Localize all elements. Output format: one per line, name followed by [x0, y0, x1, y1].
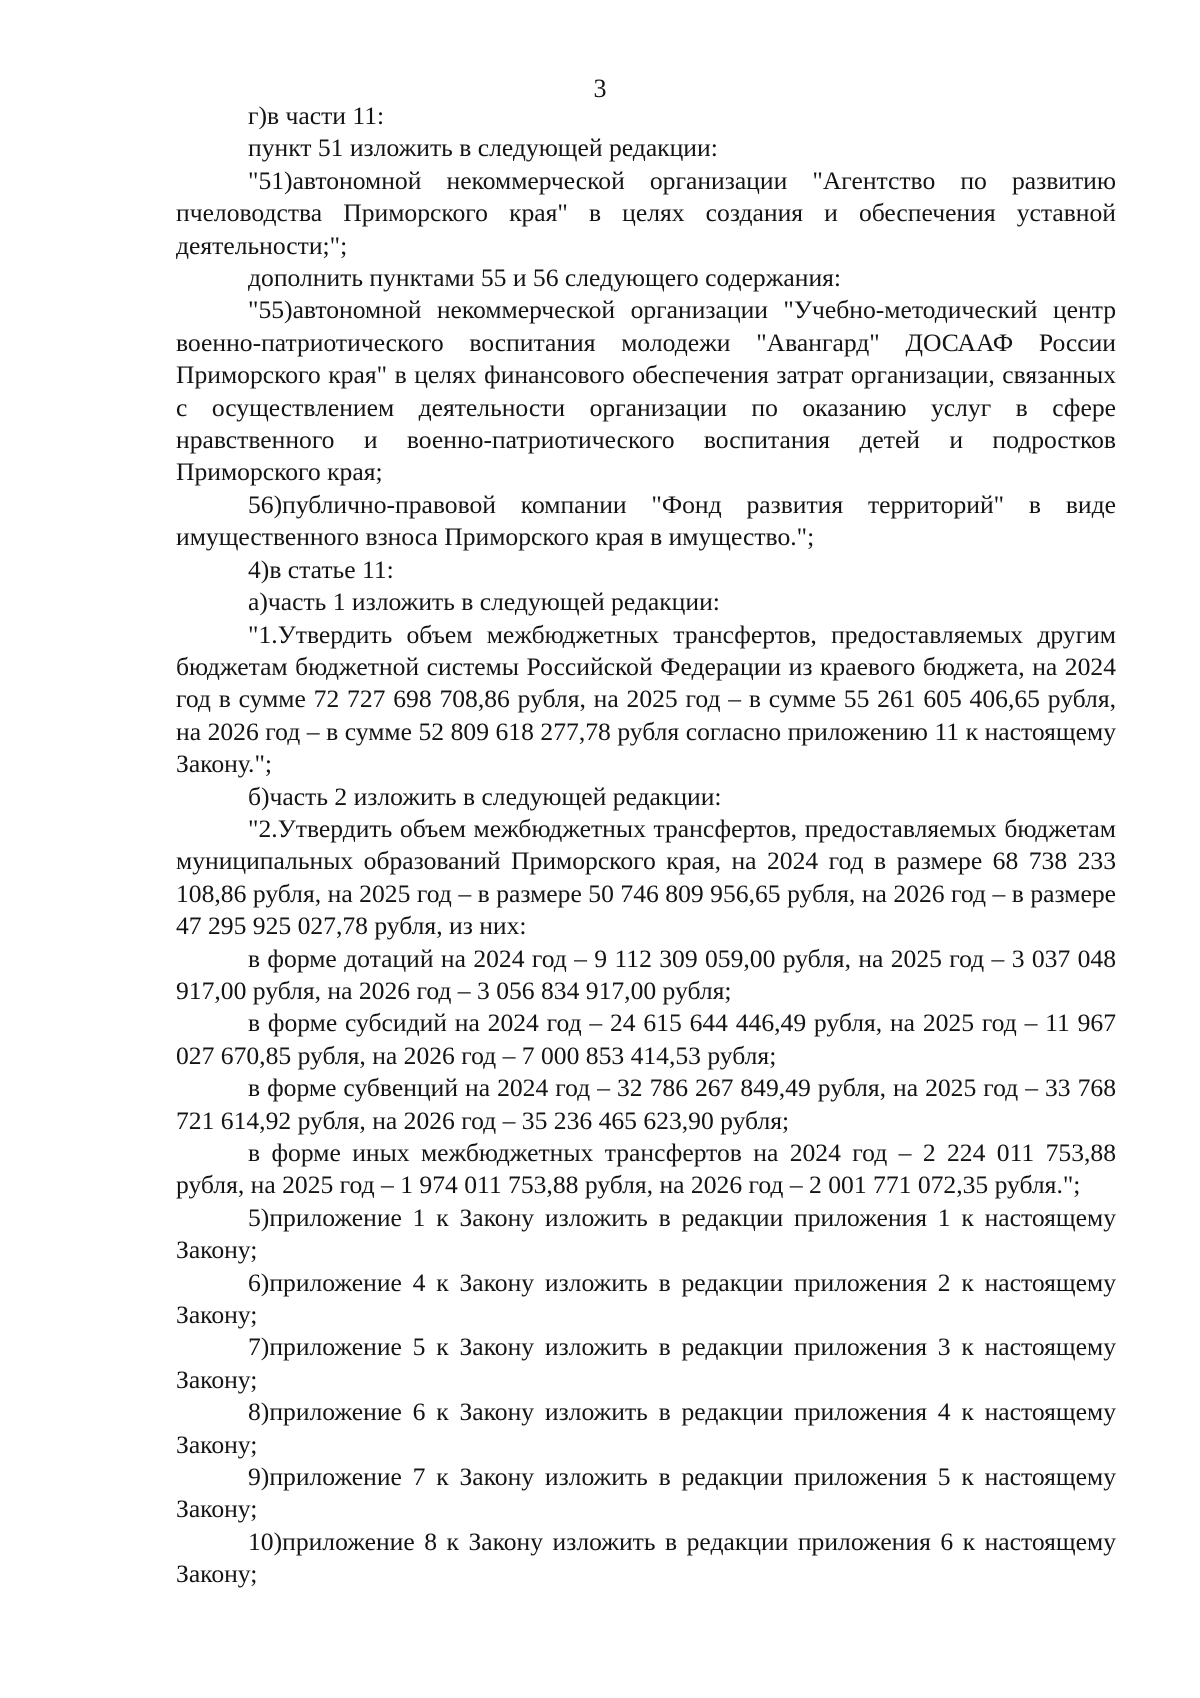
paragraph: "2.Утвердить объем межбюджетных трансфертов, предоставляемых бюджетам муниципальных образований Приморского края, на 2024 год в размере 68 738 233 108,86 рубля, на 2025 год – в размере 50 746 809 956,65 рубля, на 2026 год – в размере 47 295 925 027,78 рубля, из них:	[176, 813, 1116, 941]
paragraph: 8)приложение 6 к Закону изложить в редакции приложения 4 к настоящему Закону;	[176, 1397, 1116, 1459]
paragraph: в форме субсидий на 2024 год – 24 615 644 446,49 рубля, на 2025 год – 11 967 027 670,85 рубля, на 2026 год – 7 000 853 414,53 рубля;	[176, 1008, 1116, 1070]
paragraph: 5)приложение 1 к Закону изложить в редакции приложения 1 к настоящему Закону;	[176, 1202, 1116, 1265]
paragraph: дополнить пунктами 55 и 56 следующего содержания:	[248, 263, 842, 293]
paragraph: "1.Утвердить объем межбюджетных трансфертов, предоставляемых другим бюджетам бюджетной системы Российской Федерации из краевого бюджета, на 2024 год в сумме 72 727 698 708,86 рубля, на 2025 год – в сумме 55 261 605 406,65 рубля, на 2026 год – в сумме 52 809 618 277,78 рубля согласно приложению 11 к настоящему Закону.";	[176, 619, 1116, 779]
paragraph: пункт 51 изложить в следующей редакции:	[248, 133, 718, 163]
paragraph: 10)приложение 8 к Закону изложить в редакции приложения 6 к настоящему Закону;	[176, 1526, 1116, 1589]
paragraph: 7)приложение 5 к Закону изложить в редакции приложения 3 к настоящему Закону;	[176, 1332, 1116, 1394]
paragraph: 6)приложение 4 к Закону изложить в редакции приложения 2 к настоящему Закону;	[176, 1267, 1116, 1330]
paragraph: 56)публично-правовой компании "Фонд развития территорий" в виде имущественного взноса Приморского края в имущество.";	[176, 489, 1116, 552]
paragraph: 9)приложение 7 к Закону изложить в редакции приложения 5 к настоящему Закону;	[176, 1462, 1116, 1524]
paragraph: "51)автономной некоммерческой организации "Агентство по развитию пчеловодства Приморского края" в целях создания и обеспечения уставной деятельности;";	[176, 165, 1116, 260]
page-number: 3	[593, 74, 607, 103]
paragraph: в форме дотаций на 2024 год – 9 112 309 059,00 рубля, на 2025 год – 3 037 048 917,00 рубля, на 2026 год – 3 056 834 917,00 рубля;	[176, 943, 1116, 1005]
paragraph: б)часть 2 изложить в следующей редакции:	[248, 781, 722, 811]
paragraph: в форме субвенций на 2024 год – 32 786 267 849,49 рубля, на 2025 год – 33 768 721 614,92 рубля, на 2026 год – 35 236 465 623,90 рубля;	[176, 1073, 1116, 1135]
document-body	[176, 100, 1116, 1591]
paragraph: г)в части 11:	[248, 101, 385, 130]
paragraph: в форме иных межбюджетных трансфертов на 2024 год – 2 224 011 753,88 рубля, на 2025 год – 1 974 011 753,88 рубля, на 2026 год – 2 001 771 072,35 рубля.";	[176, 1138, 1116, 1200]
paragraph: а)часть 1 изложить в следующей редакции:	[248, 587, 720, 617]
paragraph: 4)в статье 11:	[248, 554, 394, 584]
paragraph: "55)автономной некоммерческой организации "Учебно-методический центр военно-патриотического воспитания молодежи "Авангард" ДОСААФ России Приморского края" в целях финансового обеспечения затрат организации, связанных с осуществлением деятельности организации по оказанию услуг в сфере нравственного и военно-патриотического воспитания детей и подростков Приморского края;	[176, 295, 1116, 487]
